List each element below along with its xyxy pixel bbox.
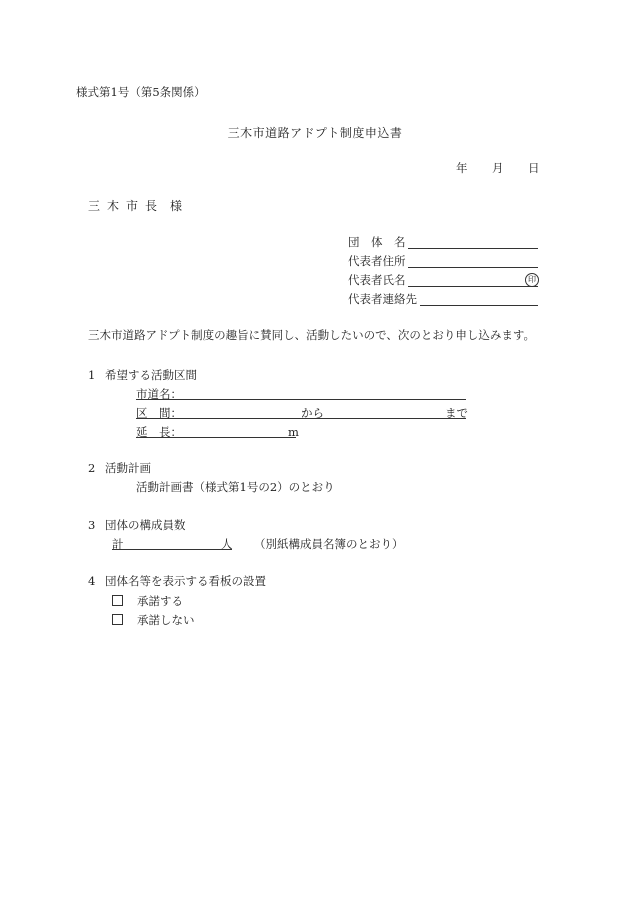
section-4-number: 4 [88,574,96,588]
option-disagree-row[interactable] [112,614,195,627]
member-list-note: （別紙構成員名簿のとおり） [254,537,404,551]
section-4-title: 団体名等を表示する看板の設置 [105,574,266,588]
section-from-text: から [301,406,324,420]
section-range-field[interactable] [136,418,466,419]
form-number: 様式第1号（第5条関係） [76,85,206,99]
seal-mark: 印 [525,273,539,287]
rep-contact-label: 代表者連絡先 [348,292,417,306]
option-agree-row[interactable] [112,595,183,608]
agree-checkbox[interactable] [112,595,123,606]
addressee [88,200,182,212]
rep-address-label: 代表者住所 [348,254,406,268]
document-title: 三木市道路アドプト制度申込書 [227,126,403,140]
rep-contact-field[interactable] [420,305,538,306]
length-field[interactable] [136,437,296,438]
member-total-label: 計 [112,537,124,551]
activity-plan-text: 活動計画書（様式第1号の2）のとおり [136,480,335,494]
rep-name-label: 代表者氏名 [348,273,406,287]
intro-text: 三木市道路アドプト制度の趣旨に賛同し、活動したいので、次のとおり申し込みます。 [88,328,536,342]
date-year-label: 年 [456,161,468,175]
date-day-label: 日 [528,161,540,175]
addressee-honorific: 様 [170,199,183,213]
length-unit: m [288,425,299,439]
section-2-number: 2 [88,461,96,475]
group-name-label: 団 体 名 [348,235,406,249]
section-2-title: 活動計画 [105,461,151,475]
section-1-number: 1 [88,368,96,382]
date-month-label: 月 [492,161,504,175]
addressee-name: 三木市長 [88,199,165,213]
section-3-title: 団体の構成員数 [105,518,186,532]
group-name-field[interactable] [408,248,538,249]
rep-name-field[interactable] [408,286,538,287]
length-label: 延 長： [136,425,182,439]
section-to-text: まで [445,406,468,420]
disagree-checkbox[interactable] [112,614,123,625]
section-range-label: 区 間： [136,406,182,420]
section-3-number: 3 [88,518,96,532]
member-unit: 人 [221,537,233,551]
road-name-label: 市道名： [136,387,182,401]
member-count-field[interactable] [112,549,232,550]
section-1-title: 希望する活動区間 [105,368,197,382]
option-disagree-label: 承諾しない [137,613,195,627]
option-agree-label: 承諾する [137,594,183,608]
road-name-field[interactable] [136,399,466,400]
rep-address-field[interactable] [408,267,538,268]
